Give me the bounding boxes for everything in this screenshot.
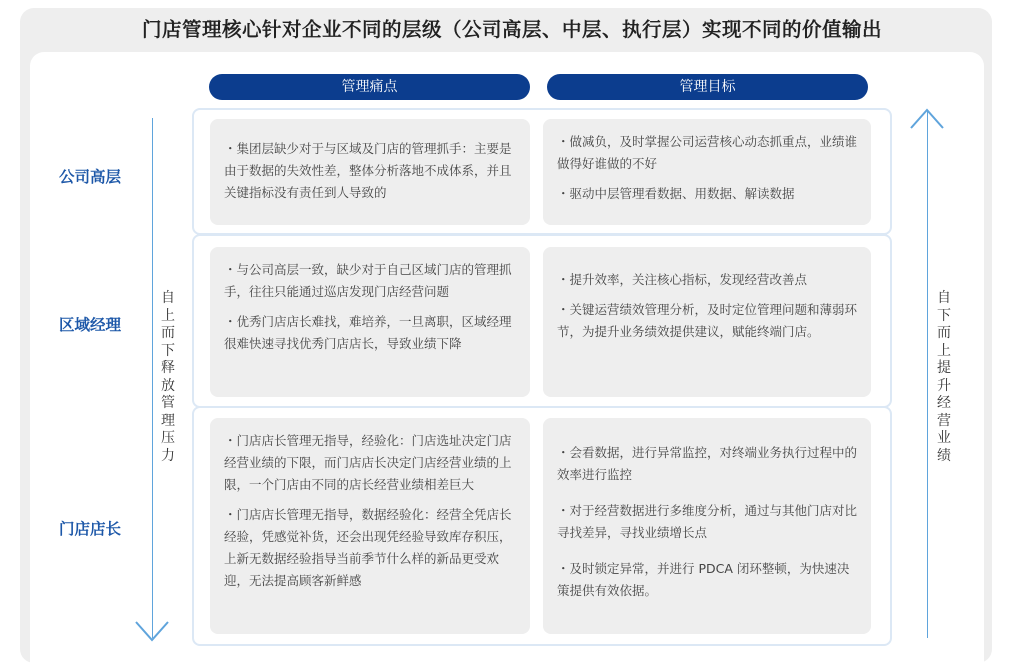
pain-box-executives — [210, 119, 530, 225]
goal-box-regional — [543, 247, 871, 397]
pain-item: ・优秀门店店长难找，难培养，一旦离职，区域经理很难快速寻找优秀门店店长，导致业绩下降 — [224, 314, 512, 351]
row-label-regional: 区域经理 — [58, 316, 121, 334]
pain-item: ・集团层缺少对于与区域及门店的管理抓手：主要是由于数据的失效性差，整体分析落地不成体系，并且关键指标没有责任到人导致的 — [224, 141, 512, 200]
goal-item: ・对于经营数据进行多维度分析，通过与其他门店对比寻找差异，寻找业绩增长点 — [557, 503, 858, 540]
goal-box-store — [543, 418, 871, 634]
pain-box-store — [210, 418, 530, 634]
pain-item: ・门店店长管理无指导，经验化：门店选址决定门店经营业绩的下限，而门店店长决定门店经营业绩的上限，一个门店由不同的店长经营业绩相差巨大 — [224, 433, 512, 492]
goal-item: ・及时锁定异常，并进行 PDCA 闭环整顿，为快速决策提供有效依据。 — [557, 561, 850, 598]
left-flow-line — [152, 118, 153, 638]
right-side-label: 自下而上提升经营业绩 — [937, 290, 951, 464]
goal-item: ・驱动中层管理看数据、用数据、解读数据 — [557, 186, 795, 201]
pain-box-regional — [210, 247, 530, 397]
goal-item: ・做减负，及时掌握公司运营核心动态抓重点，业绩谁做得好谁做的不好 — [557, 134, 858, 171]
row-label-store: 门店店长 — [58, 520, 121, 538]
header-pain-points: 管理痛点 — [209, 74, 530, 100]
row-label-executives: 公司高层 — [58, 168, 121, 186]
down-arrow-icon — [134, 620, 172, 644]
goal-item: ・提升效率，关注核心指标，发现经营改善点 — [557, 272, 808, 287]
diagram-title: 门店管理核心针对企业不同的层级（公司高层、中层、执行层）实现不同的价值输出 — [141, 18, 882, 41]
goal-box-executives — [543, 119, 871, 225]
up-arrow-icon — [909, 108, 947, 132]
goal-item: ・关键运营绩效管理分析，及时定位管理问题和薄弱环节，为提升业务绩效提供建议，赋能终端门店。 — [557, 302, 858, 339]
goal-item: ・会看数据，进行异常监控，对终端业务执行过程中的效率进行监控 — [557, 445, 858, 482]
pain-item: ・与公司高层一致，缺少对于自己区域门店的管理抓手，往往只能通过巡店发现门店经营问题 — [224, 262, 512, 299]
pain-item: ・门店店长管理无指导，数据经验化：经营全凭店长经验，凭感觉补货，还会出现凭经验导致库存积压，上新无数据经验指导当前季节什么样的新品更受欢迎，无法提高顾客新鲜感 — [224, 507, 512, 588]
right-flow-line — [927, 110, 928, 638]
left-side-label: 自上而下释放管理压力 — [161, 290, 175, 464]
header-goals: 管理目标 — [547, 74, 868, 100]
